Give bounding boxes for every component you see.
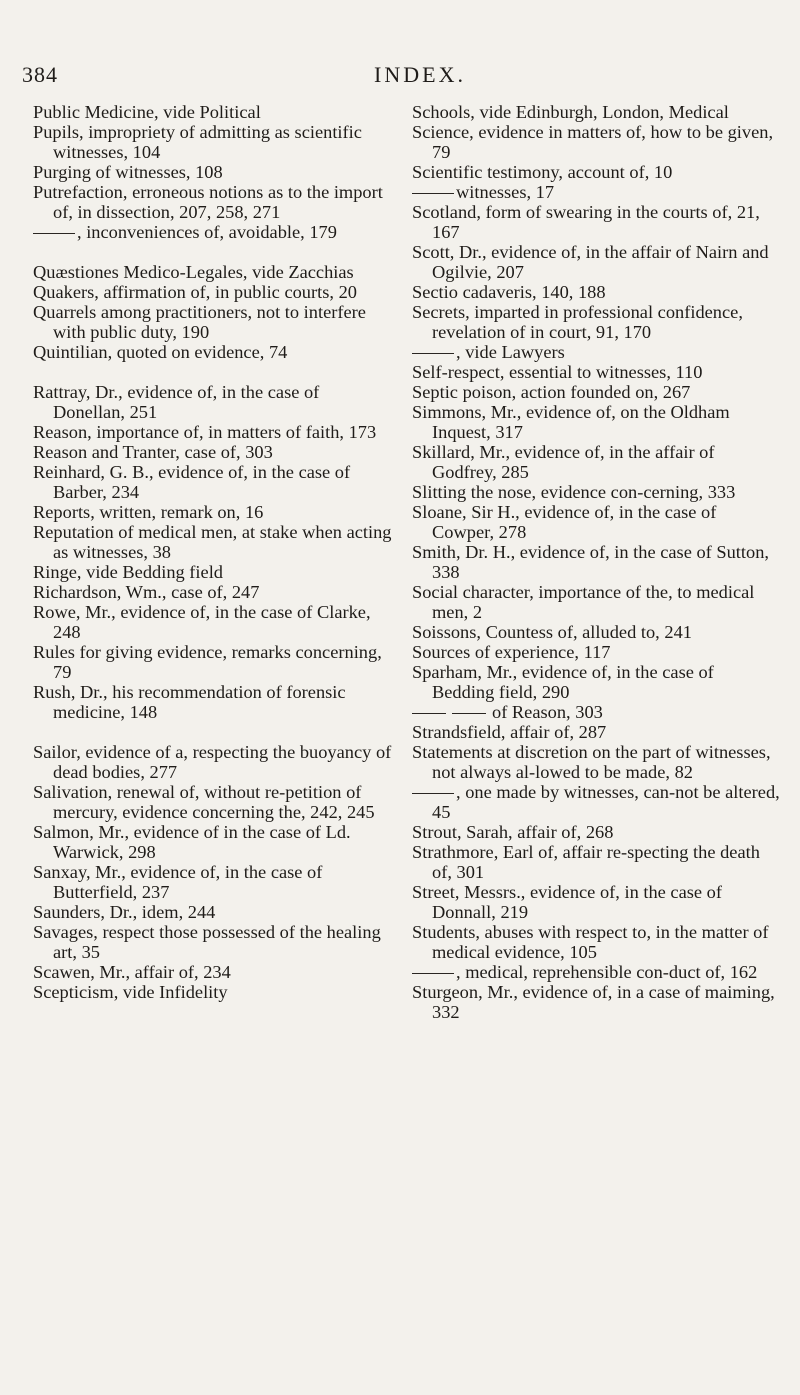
running-head: INDEX. bbox=[374, 62, 466, 87]
index-entry-text: Purging of witnesses, 108 bbox=[33, 162, 223, 182]
index-entry bbox=[33, 602, 395, 642]
index-entry-text: Sturgeon, Mr., evidence of, in a case of maiming, 332 bbox=[412, 982, 775, 1022]
ditto-dash bbox=[412, 973, 454, 974]
index-entry bbox=[412, 962, 780, 982]
index-entry bbox=[412, 242, 780, 282]
index-entry bbox=[33, 102, 395, 122]
index-entry-text: Reputation of medical men, at stake when acting as witnesses, 38 bbox=[33, 522, 392, 562]
index-entry-text: Reason, importance of, in matters of faith, 173 bbox=[33, 422, 377, 442]
index-entry bbox=[412, 502, 780, 542]
index-entry-text: Sloane, Sir H., evidence of, in the case of Cowper, 278 bbox=[412, 502, 717, 542]
index-entry bbox=[412, 442, 780, 482]
index-entry-text: Scotland, form of swearing in the courts of, 21, 167 bbox=[412, 202, 760, 242]
index-entry bbox=[412, 822, 780, 842]
index-entry-text: Scott, Dr., evidence of, in the affair of Nairn and Ogilvie, 207 bbox=[412, 242, 769, 282]
index-entry bbox=[412, 402, 780, 442]
index-entry bbox=[412, 582, 780, 622]
index-entry-text: Slitting the nose, evidence con-cerning, 333 bbox=[412, 482, 736, 502]
index-entry bbox=[33, 962, 395, 982]
index-entry-text: , medical, reprehensible con-duct of, 162 bbox=[456, 962, 758, 982]
index-entry bbox=[33, 782, 395, 822]
index-entry bbox=[412, 482, 780, 502]
index-entry-text: Reinhard, G. B., evidence of, in the case of Barber, 234 bbox=[33, 462, 351, 502]
index-entry bbox=[33, 522, 395, 562]
index-entry-text: Rowe, Mr., evidence of, in the case of Clarke, 248 bbox=[33, 602, 371, 642]
index-entry-text: Scientific testimony, account of, 10 bbox=[412, 162, 673, 182]
index-entry bbox=[33, 822, 395, 862]
index-entry bbox=[33, 262, 395, 282]
index-entry bbox=[33, 562, 395, 582]
index-entry bbox=[412, 742, 780, 782]
index-entry-text: Quintilian, quoted on evidence, 74 bbox=[33, 342, 288, 362]
index-entry bbox=[412, 842, 780, 882]
index-entry bbox=[412, 382, 780, 402]
index-entry-text: Reason and Tranter, case of, 303 bbox=[33, 442, 273, 462]
index-entry bbox=[412, 542, 780, 582]
index-entry bbox=[33, 462, 395, 502]
index-entry-text: Rattray, Dr., evidence of, in the case of Donellan, 251 bbox=[33, 382, 320, 422]
index-entry-text: Self-respect, essential to witnesses, 110 bbox=[412, 362, 703, 382]
index-entry-text: Sparham, Mr., evidence of, in the case of Bedding field, 290 bbox=[412, 662, 714, 702]
index-entry-text: Scepticism, vide Infidelity bbox=[33, 982, 228, 1002]
index-entry-text: Savages, respect those possessed of the healing art, 35 bbox=[33, 922, 381, 962]
index-entry bbox=[33, 582, 395, 602]
index-entry-text: Students, abuses with respect to, in the matter of medical evidence, 105 bbox=[412, 922, 769, 962]
index-entry-text: of Reason, 303 bbox=[492, 702, 603, 722]
index-entry-text: Scawen, Mr., affair of, 234 bbox=[33, 962, 231, 982]
index-entry bbox=[412, 622, 780, 642]
index-entry-text: Salivation, renewal of, without re-petition of mercury, evidence concerning the, 242, 245 bbox=[33, 782, 375, 822]
index-entry-text: Pupils, impropriety of admitting as scientific witnesses, 104 bbox=[33, 122, 362, 162]
index-entry-text: Sailor, evidence of a, respecting the buoyancy of dead bodies, 277 bbox=[33, 742, 392, 782]
index-entry bbox=[412, 302, 780, 342]
index-entry bbox=[412, 202, 780, 242]
index-entry bbox=[412, 182, 780, 202]
index-entry bbox=[33, 862, 395, 902]
ditto-dash bbox=[452, 713, 486, 714]
ditto-dash bbox=[412, 713, 446, 714]
index-entry bbox=[412, 922, 780, 962]
index-entry-text: Quakers, affirmation of, in public courts, 20 bbox=[33, 282, 357, 302]
index-entry-text: witnesses, 17 bbox=[456, 182, 555, 202]
index-entry bbox=[33, 442, 395, 462]
index-entry bbox=[33, 302, 395, 342]
index-entry-text: Richardson, Wm., case of, 247 bbox=[33, 582, 260, 602]
index-entry bbox=[412, 642, 780, 662]
index-entry bbox=[412, 702, 780, 722]
index-entry bbox=[412, 722, 780, 742]
index-entry bbox=[33, 282, 395, 302]
index-entry-text: Strathmore, Earl of, affair re-specting the death of, 301 bbox=[412, 842, 760, 882]
index-entry bbox=[33, 502, 395, 522]
index-entry bbox=[33, 982, 395, 1002]
index-entry-text: Simmons, Mr., evidence of, on the Oldham Inquest, 317 bbox=[412, 402, 730, 442]
index-entry-text: Rush, Dr., his recommendation of forensic medicine, 148 bbox=[33, 682, 346, 722]
index-entry-text: Statements at discretion on the part of witnesses, not always al-lowed to be made, 82 bbox=[412, 742, 771, 782]
index-entry-text: Strout, Sarah, affair of, 268 bbox=[412, 822, 614, 842]
index-column-left bbox=[33, 102, 395, 1002]
index-entry-text: Strandsfield, affair of, 287 bbox=[412, 722, 607, 742]
index-entry-text: Soissons, Countess of, alluded to, 241 bbox=[412, 622, 692, 642]
index-entry-text: Rules for giving evidence, remarks concerning, 79 bbox=[33, 642, 382, 682]
index-entry-text: Schools, vide Edinburgh, London, Medical bbox=[412, 102, 729, 122]
index-entry bbox=[33, 422, 395, 442]
index-entry-text: Saunders, Dr., idem, 244 bbox=[33, 902, 216, 922]
index-entry bbox=[412, 122, 780, 162]
ditto-dash bbox=[412, 353, 454, 354]
index-entry bbox=[33, 122, 395, 162]
index-entry-text: Putrefaction, erroneous notions as to the import of, in dissection, 207, 258, 271 bbox=[33, 182, 383, 222]
index-entry bbox=[33, 902, 395, 922]
index-entry bbox=[412, 342, 780, 362]
index-entry-text: Sources of experience, 117 bbox=[412, 642, 611, 662]
index-entry-text: Secrets, imparted in professional confidence, revelation of in court, 91, 170 bbox=[412, 302, 743, 342]
page-header bbox=[0, 62, 800, 92]
index-entry bbox=[33, 222, 395, 242]
index-column-right bbox=[412, 102, 780, 1022]
index-entry-text: Science, evidence in matters of, how to be given, 79 bbox=[412, 122, 774, 162]
index-entry-text: Skillard, Mr., evidence of, in the affair of Godfrey, 285 bbox=[412, 442, 715, 482]
index-entry-text: Sanxay, Mr., evidence of, in the case of Butterfield, 237 bbox=[33, 862, 323, 902]
index-entry-text: , inconveniences of, avoidable, 179 bbox=[77, 222, 337, 242]
index-entry bbox=[412, 162, 780, 182]
index-entry bbox=[412, 782, 780, 822]
index-entry bbox=[33, 382, 395, 422]
index-entry bbox=[412, 882, 780, 922]
index-entry-text: Quarrels among practitioners, not to interfere with public duty, 190 bbox=[33, 302, 366, 342]
index-entry-text: Ringe, vide Bedding field bbox=[33, 562, 224, 582]
index-entry bbox=[33, 182, 395, 222]
index-entry-text: Sectio cadaveris, 140, 188 bbox=[412, 282, 606, 302]
ditto-dash bbox=[412, 193, 454, 194]
index-entry-text: , one made by witnesses, can-not be altered, 45 bbox=[432, 782, 780, 822]
index-entry-text: Reports, written, remark on, 16 bbox=[33, 502, 264, 522]
page-number: 384 bbox=[22, 62, 58, 87]
index-entry bbox=[412, 362, 780, 382]
index-entry-text: Quæstiones Medico-Legales, vide Zacchias bbox=[33, 262, 354, 282]
index-entry bbox=[412, 662, 780, 702]
index-entry-text: Smith, Dr. H., evidence of, in the case of Sutton, 338 bbox=[412, 542, 770, 582]
index-entry bbox=[33, 162, 395, 182]
index-entry-text: Salmon, Mr., evidence of in the case of Ld. Warwick, 298 bbox=[33, 822, 351, 862]
index-entry bbox=[412, 982, 780, 1022]
index-entry-text: , vide Lawyers bbox=[456, 342, 565, 362]
index-entry-text: Street, Messrs., evidence of, in the case of Donnall, 219 bbox=[412, 882, 722, 922]
index-entry bbox=[33, 642, 395, 682]
ditto-dash bbox=[33, 233, 75, 234]
index-entry bbox=[33, 682, 395, 722]
index-entry-text: Septic poison, action founded on, 267 bbox=[412, 382, 691, 402]
index-entry-text: Public Medicine, vide Political bbox=[33, 102, 261, 122]
index-entry bbox=[33, 342, 395, 362]
ditto-dash bbox=[412, 793, 454, 794]
index-entry bbox=[412, 282, 780, 302]
index-entry bbox=[412, 102, 780, 122]
index-entry bbox=[33, 922, 395, 962]
index-entry-text: Social character, importance of the, to medical men, 2 bbox=[412, 582, 755, 622]
index-entry bbox=[33, 742, 395, 782]
